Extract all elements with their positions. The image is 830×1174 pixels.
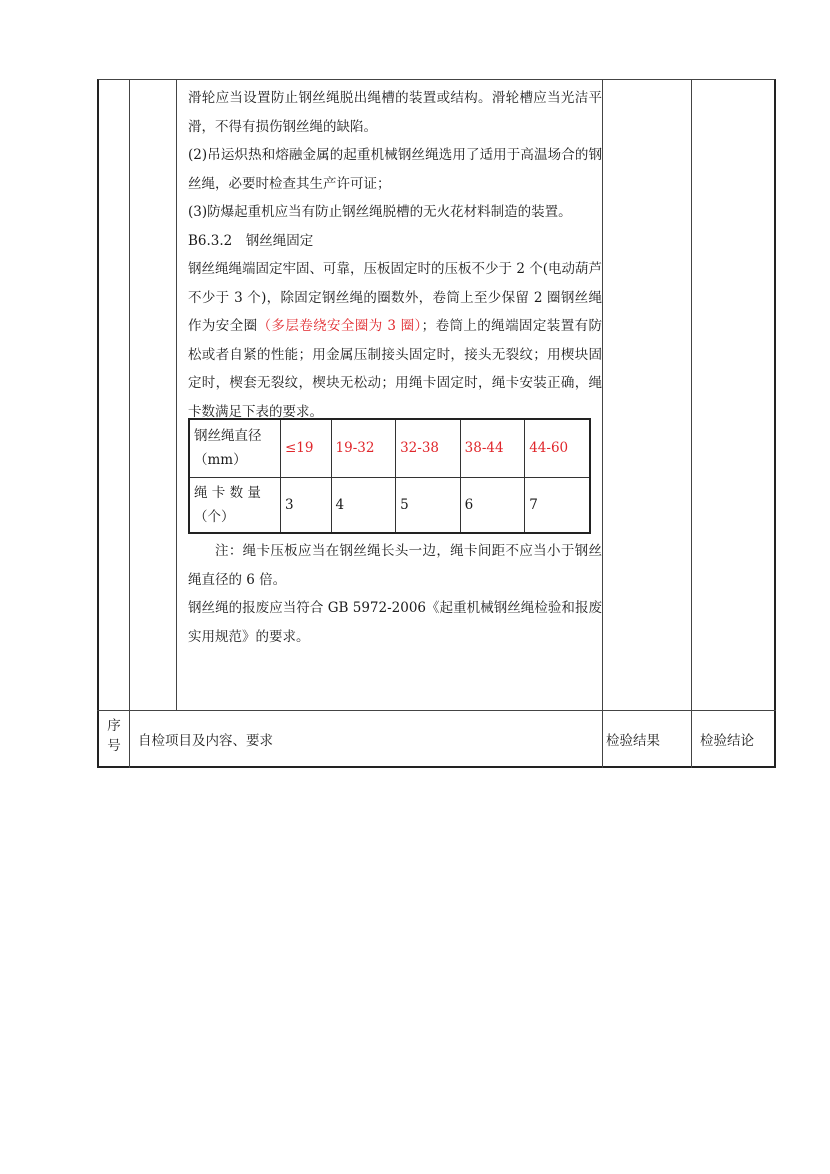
para-rope-fixing: [188, 255, 602, 426]
para-scrap-standard: 钢丝绳的报废应当符合 GB 5972-2006《起重机械钢丝绳检验和报废实用规范》的要求。: [188, 600, 602, 645]
col-divider-result: [602, 79, 603, 768]
item-label: 自检项目及内容、要求: [138, 733, 273, 749]
conclusion-label: 检验结论: [700, 733, 754, 749]
col-divider-conclusion: [691, 79, 692, 768]
result-label: 检验结果: [606, 733, 660, 749]
para-pulley: 滑轮应当设置防止钢丝绳脱出绳槽的装置或结构。滑轮槽应当光洁平滑，不得有损伤钢丝绳的缺陷。: [188, 90, 602, 135]
diameter-header: 钢丝绳直径（mm）: [189, 419, 281, 477]
para-rope-fixing-b: ；卷筒上的绳端固定装置有防松或者自紧的性能；用金属压制接头固定时，接头无裂纹；用楔块固定时，楔套无裂纹，楔块无松动；用绳卡固定时，绳卡安装正确，绳卡数满足下表的要求。: [188, 318, 603, 420]
seq-label: 序号: [107, 718, 121, 754]
diameter-cell: 38-44: [460, 419, 525, 477]
safety-turns-note: （多层卷绕安全圈为 3 圈）: [257, 318, 422, 334]
count-cell: 4: [331, 477, 396, 533]
table-row: [189, 419, 590, 477]
col-divider-sub: [176, 79, 177, 710]
diameter-cell: 32-38: [396, 419, 461, 477]
diameter-cell: 19-32: [331, 419, 396, 477]
requirement-content: [188, 84, 602, 426]
notes-content: [188, 537, 602, 651]
section-heading: B6.3.2 钢丝绳固定: [188, 232, 314, 249]
diameter-cell: 44-60: [525, 419, 590, 477]
table-row: [189, 477, 590, 533]
count-cell: 3: [281, 477, 332, 533]
footer-row-divider: [97, 710, 776, 711]
count-header: 绳 卡 数 量（个）: [189, 477, 281, 533]
diameter-cell: ≤19: [281, 419, 332, 477]
para-explosion-proof: (3)防爆起重机应当有防止钢丝绳脱槽的无火花材料制造的装置。: [188, 204, 572, 220]
count-cell: 7: [525, 477, 590, 533]
para-high-temp: (2)吊运炽热和熔融金属的起重机械钢丝绳选用了适用于高温场合的钢丝绳，必要时检查其生产许可证；: [188, 147, 602, 192]
clamp-count-table: [188, 418, 591, 534]
count-cell: 6: [460, 477, 525, 533]
count-cell: 5: [396, 477, 461, 533]
clamp-note: 注：绳卡压板应当在钢丝绳长头一边，绳卡间距不应当小于钢丝绳直径的 6 倍。: [188, 543, 602, 588]
para-rope-fixing-a: 钢丝绳绳端固定牢固、可靠，压板固定时的压板不少于 2 个(电动葫芦不少于 3 个)，除固定钢丝绳的圈数外，卷筒上至少保留 2 圈钢丝绳作为安全圈: [188, 261, 602, 334]
col-divider-seq: [129, 79, 130, 768]
